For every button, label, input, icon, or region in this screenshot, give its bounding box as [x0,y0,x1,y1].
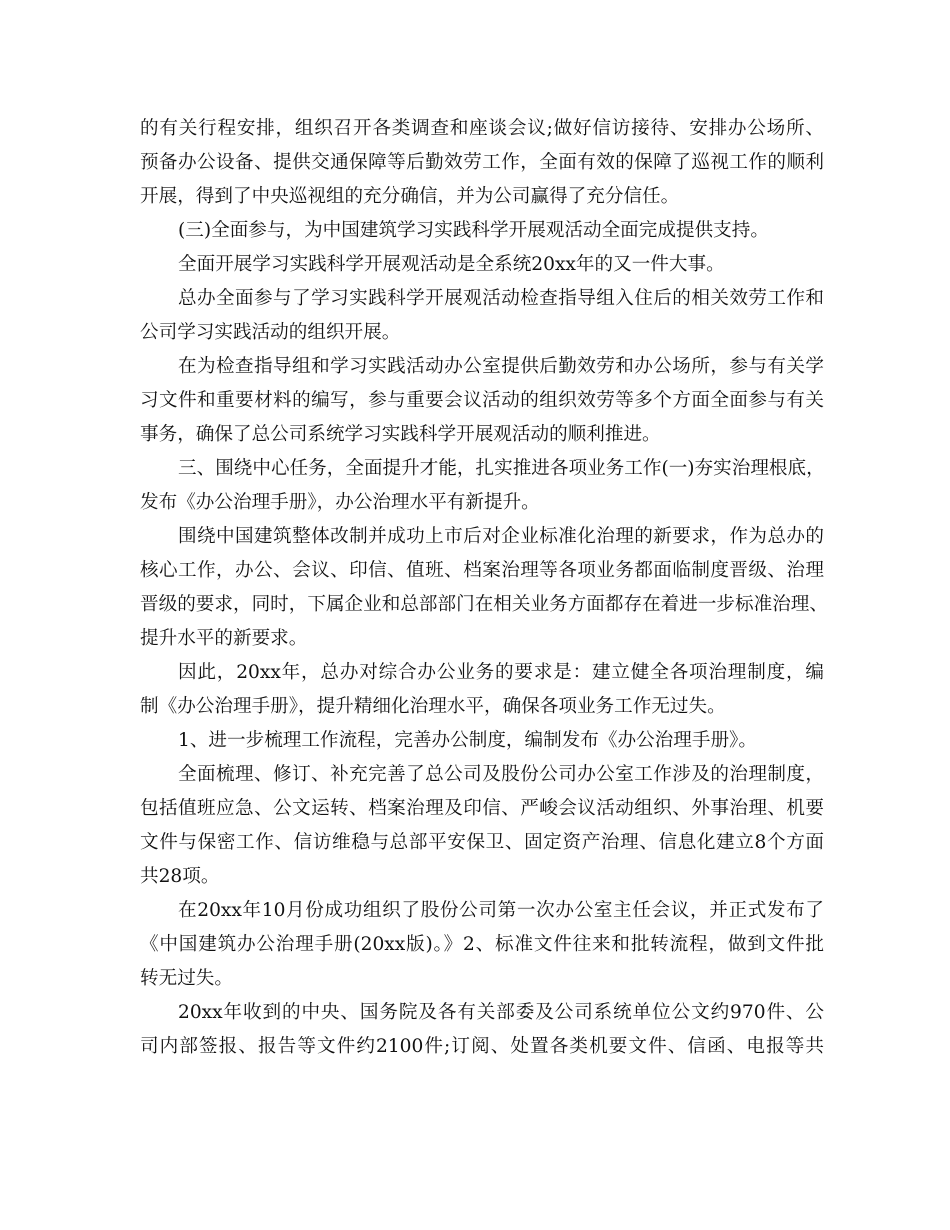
text-line: 1、进一步梳理工作流程，完善办公制度，编制发布《办公治理手册》。 [178,730,757,751]
text-line: 预备办公设备、提供交通保障等后勤效劳工作，全面有效的保障了巡视工作的顺利 [140,152,824,173]
text-line: 的有关行程安排，组织召开各类调查和座谈会议;做好信访接待、安排办公场所、 [140,118,824,139]
text-line: 共28项。 [140,866,220,887]
text-line: 公司学习实践活动的组织开展。 [140,322,401,343]
text-line: 总办全面参与了学习实践科学开展观活动检查指导组入住后的相关效劳工作和 [178,288,824,309]
text-line: 包括值班应急、公文运转、档案治理及印信、严峻会议活动组织、外事治理、机要 [140,798,824,819]
text-line: 转无过失。 [140,968,233,989]
text-line: 因此，20xx年，总办对综合办公业务的要求是：建立健全各项治理制度，编 [178,662,824,683]
text-line: 三、围绕中心任务，全面提升才能，扎实推进各项业务工作(一)夯实治理根底， [178,458,825,479]
text-line: 围绕中国建筑整体改制并成功上市后对企业标准化治理的新要求，作为总办的 [178,526,824,547]
text-line: 提升水平的新要求。 [140,628,308,649]
text-line: (三)全面参与，为中国建筑学习实践科学开展观活动全面完成提供支持。 [178,220,769,241]
text-line: 晋级的要求，同时，下属企业和总部部门在相关业务方面都存在着进一步标准治理、 [140,594,828,615]
text-line: 开展，得到了中央巡视组的充分确信，并为公司赢得了充分信任。 [140,186,680,207]
text-line: 习文件和重要材料的编写，参与重要会议活动的组织效劳等多个方面全面参与有关 [140,390,824,411]
text-line: 在20xx年10月份成功组织了股份公司第一次办公室主任会议，并正式发布了 [178,900,824,921]
text-line: 文件与保密工作、信访维稳与总部平安保卫、固定资产治理、信息化建立8个方面 [140,832,824,853]
text-line: 司内部签报、报告等文件约2100件;订阅、处置各类机要文件、信函、电报等共 [140,1036,824,1057]
text-line: 制《办公治理手册》，提升精细化治理水平，确保各项业务工作无过失。 [140,696,726,717]
text-line: 发布《办公治理手册》，办公治理水平有新提升。 [140,492,540,513]
text-line: 全面梳理、修订、补充完善了总公司及股份公司办公室工作涉及的治理制度， [178,764,824,785]
text-line: 全面开展学习实践科学开展观活动是全系统20xx年的又一件大事。 [178,254,725,275]
text-line: 核心工作，办公、会议、印信、值班、档案治理等各项业务都面临制度晋级、治理 [140,560,824,581]
text-line: 事务，确保了总公司系统学习实践科学开展观活动的顺利推进。 [140,424,661,445]
text-line: 20xx年收到的中央、国务院及各有关部委及公司系统单位公文约970件、公 [178,1002,824,1023]
text-line: 在为检查指导组和学习实践活动办公室提供后勤效劳和办公场所，参与有关学 [178,356,824,377]
document-body [140,112,828,1064]
text-line: 《中国建筑办公治理手册(20xx版)。》2、标准文件往来和批转流程，做到文件批 [140,934,824,955]
